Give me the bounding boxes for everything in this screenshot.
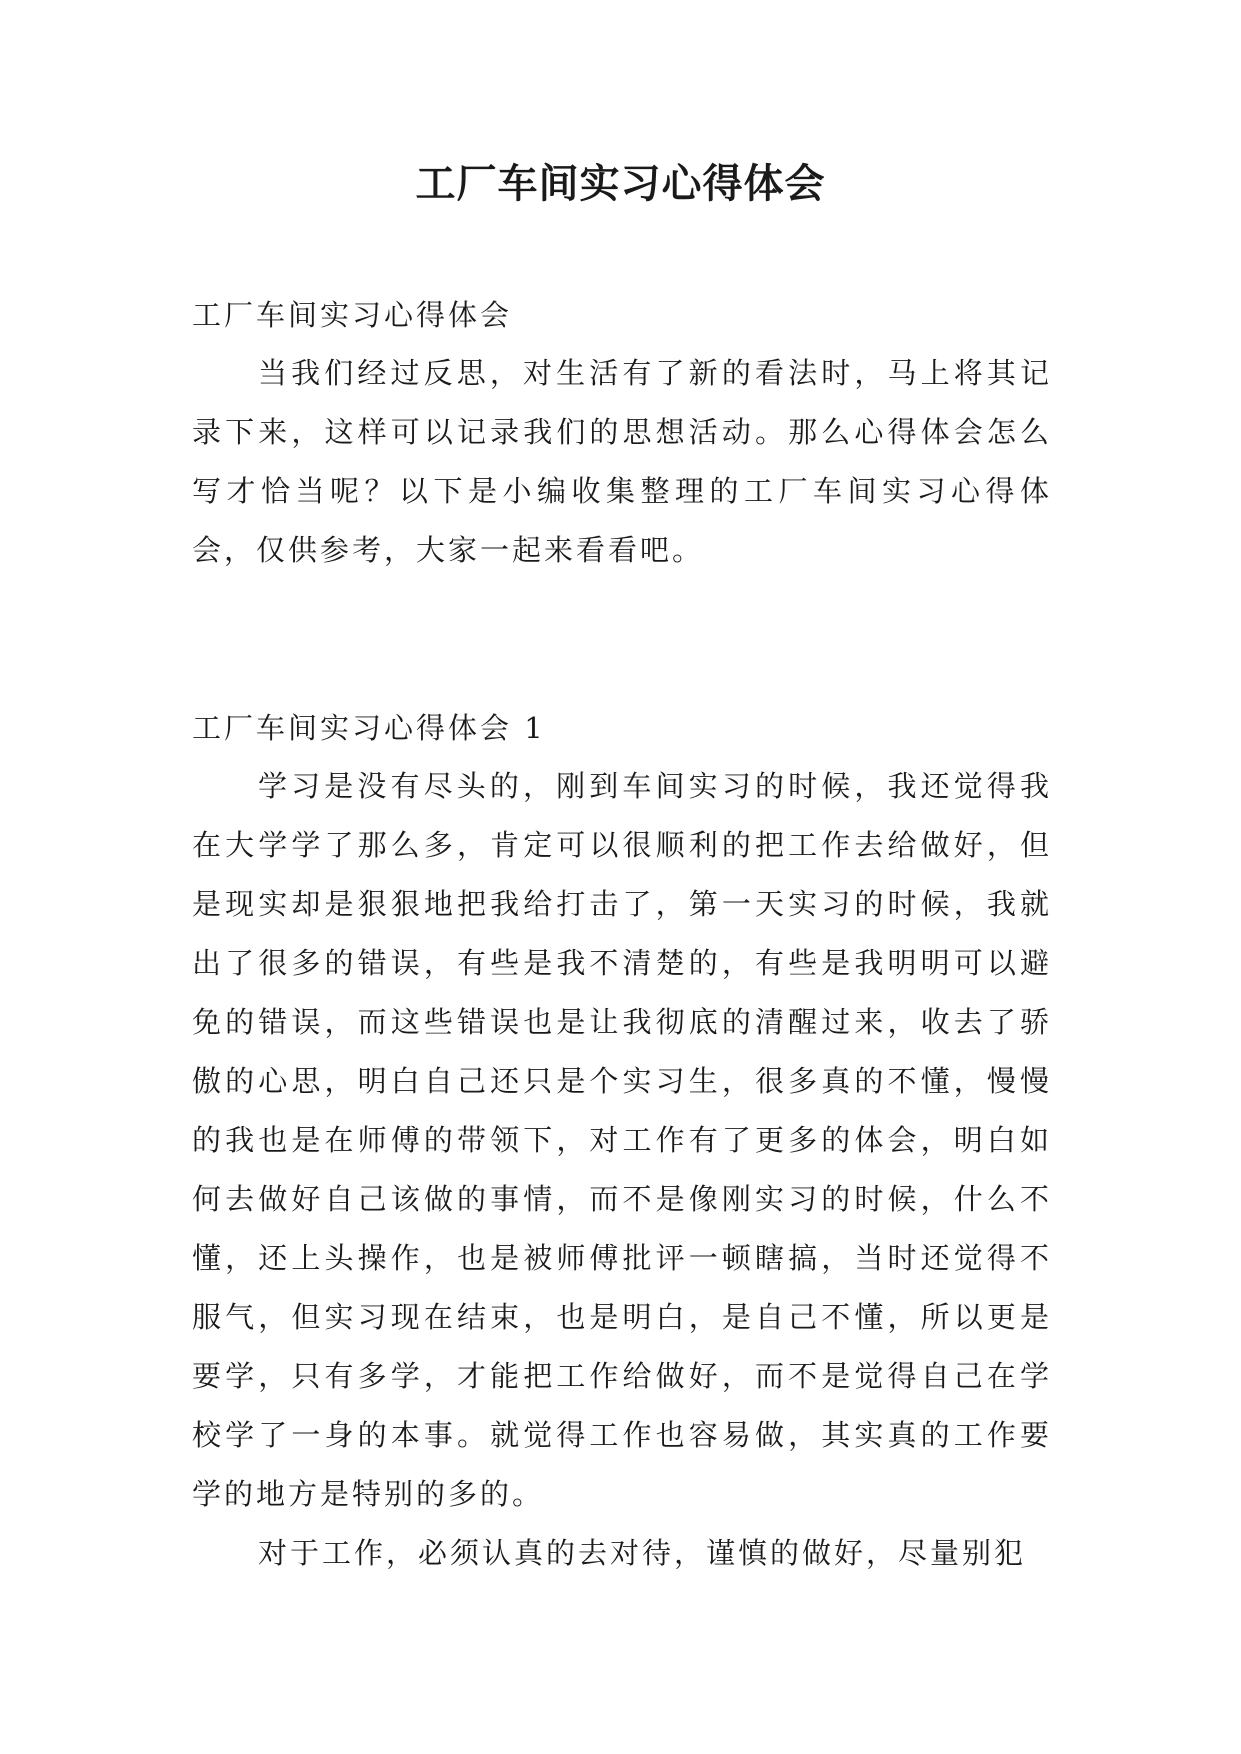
intro-paragraph: 当我们经过反思，对生活有了新的看法时，马上将其记录下来，这样可以记录我们的思想活动。那么心得体会怎么写才恰当呢？以下是小编收集整理的工厂车间实习心得体会，仅供参考，大家一起来看看吧。: [192, 356, 1052, 567]
intro-block: [192, 344, 1052, 580]
section-paragraph: 学习是没有尽头的，刚到车间实习的时候，我还觉得我在大学学了那么多，肯定可以很顺利的把工作去给做好，但是现实却是狠狠地把我给打击了，第一天实习的时候，我就出了很多的错误，有些是我不清楚的，有些是我明明可以避免的错误，而这些错误也是让我彻底的清醒过来，收去了骄傲的心思，明白自己还只是个实习生，很多真的不懂，慢慢的我也是在师傅的带领下，对工作有了更多的体会，明白如何去做好自己该做的事情，而不是像刚实习的时候，什么不懂，还上头操作，也是被师傅批评一顿瞎搞，当时还觉得不服气，但实习现在结束，也是明白，是自己不懂，所以更是要学，只有多学，才能把工作给做好，而不是觉得自己在学校学了一身的本事。就觉得工作也容易做，其实真的工作要学的地方是特别的多的。: [192, 769, 1052, 1511]
section-heading: 工厂车间实习心得体会 1: [192, 711, 546, 745]
section-paragraph: 对于工作，必须认真的去对待，谨慎的做好，尽量别犯: [258, 1536, 1027, 1570]
document-title: 工厂车间实习心得体会: [415, 161, 826, 207]
section-body: [192, 757, 1052, 1583]
document-subtitle: 工厂车间实习心得体会: [192, 298, 513, 332]
